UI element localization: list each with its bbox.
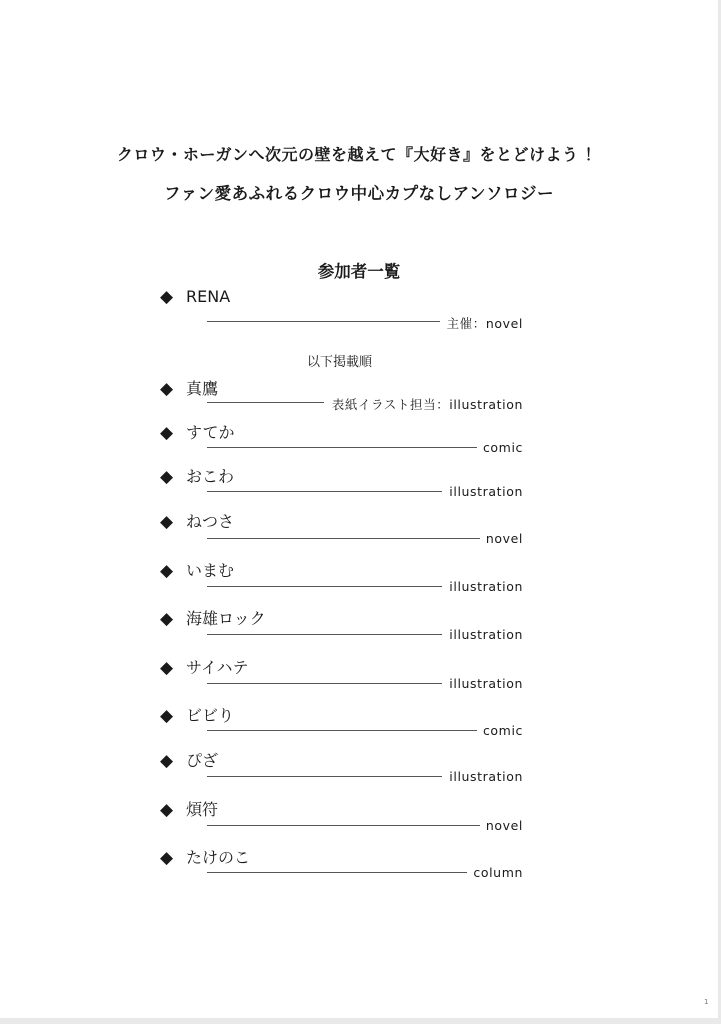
participant-entry (0, 467, 718, 507)
page-number: 1 (704, 998, 709, 1006)
participants-heading: 参加者一覧 (317, 262, 401, 281)
participant-role: illustration (449, 676, 523, 691)
diamond-bullet-icon: ◆ (160, 423, 174, 443)
participant-entry (0, 379, 718, 419)
participant-name: ビビり (186, 706, 235, 725)
participant-role: column (473, 865, 523, 880)
participant-name: ぴざ (186, 751, 219, 770)
diamond-bullet-icon: ◆ (160, 848, 174, 868)
participant-name: たけのこ (186, 848, 251, 867)
leader-line (207, 872, 467, 873)
leader-line (207, 683, 442, 684)
leader-line (207, 447, 477, 448)
leader-line (207, 491, 442, 492)
participant-entry (0, 848, 718, 888)
participant-role: novel (485, 818, 523, 833)
participant-name: 海雄ロック (186, 609, 266, 628)
leader-line (207, 825, 480, 826)
participant-entry (0, 706, 718, 746)
participant-entry (0, 423, 718, 463)
participant-name: 真鷹 (186, 379, 219, 398)
participant-role: novel (485, 531, 523, 546)
participant-entry (0, 658, 718, 698)
participant-name: いまむ (186, 561, 235, 580)
leader-line (207, 730, 477, 731)
participant-name: おこわ (186, 467, 235, 486)
diamond-bullet-icon: ◆ (160, 379, 174, 399)
participant-role: comic (482, 723, 523, 738)
diamond-bullet-icon: ◆ (160, 467, 174, 487)
leader-line (207, 321, 440, 322)
diamond-bullet-icon: ◆ (160, 512, 174, 532)
participant-name: ねつさ (186, 512, 235, 531)
order-note: 以下掲載順 (307, 355, 373, 370)
participant-role: 表紙イラスト担当：illustration (331, 397, 523, 412)
title-line-2: ファン愛あふれるクロウ中心カプなしアンソロジー (163, 184, 554, 203)
participant-name: サイハテ (186, 658, 249, 677)
diamond-bullet-icon: ◆ (160, 800, 174, 820)
participant-role: illustration (449, 627, 523, 642)
leader-line (207, 402, 324, 403)
participant-role: illustration (449, 484, 523, 499)
diamond-bullet-icon: ◆ (160, 287, 174, 307)
leader-line (207, 538, 480, 539)
participant-role: 主催：novel (446, 316, 523, 331)
participant-entry (0, 561, 718, 601)
participant-entry (0, 800, 718, 840)
diamond-bullet-icon: ◆ (160, 658, 174, 678)
diamond-bullet-icon: ◆ (160, 751, 174, 771)
participant-role: comic (482, 440, 523, 455)
leader-line (207, 634, 442, 635)
participant-role: illustration (449, 579, 523, 594)
diamond-bullet-icon: ◆ (160, 561, 174, 581)
participant-entry (0, 751, 718, 791)
leader-line (207, 776, 442, 777)
leader-line (207, 586, 442, 587)
title-line-1: クロウ・ホーガンへ次元の壁を越えて『大好き』をとどけよう ！ (116, 145, 602, 164)
participant-name: すてか (186, 423, 235, 442)
diamond-bullet-icon: ◆ (160, 609, 174, 629)
diamond-bullet-icon: ◆ (160, 706, 174, 726)
participant-entry (0, 512, 718, 552)
participant-role: illustration (449, 769, 523, 784)
participant-name: 煩符 (186, 800, 219, 819)
organizer-entry (0, 287, 718, 331)
participant-entry (0, 609, 718, 649)
participant-name: RENA (186, 287, 231, 306)
